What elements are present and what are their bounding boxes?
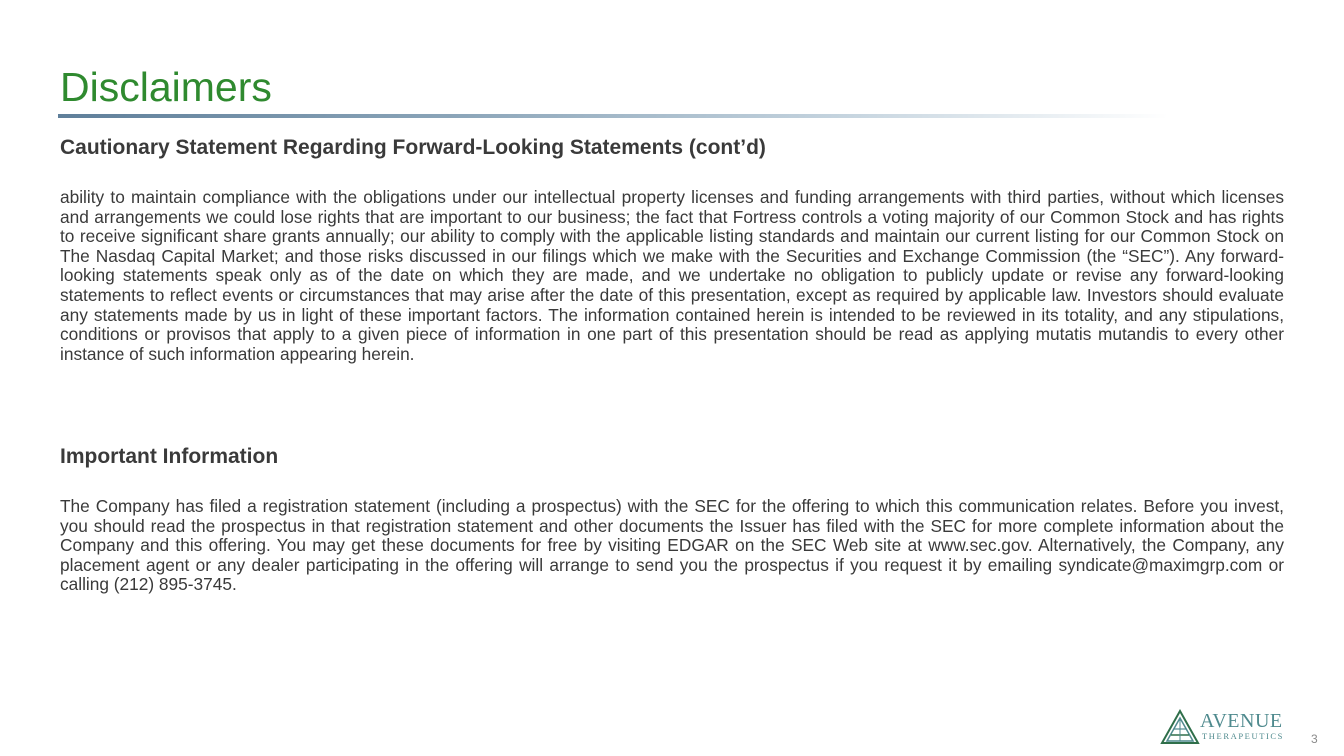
page-number: 3 [1311, 732, 1318, 746]
logo-tagline: THERAPEUTICS [1202, 731, 1285, 741]
triangle-logo-icon [1160, 709, 1200, 745]
section-heading-important-information: Important Information [60, 445, 279, 468]
logo-wordmark: AVENUE [1200, 710, 1283, 732]
section-body-forward-looking: ability to maintain compliance with the obligations under our intellectual property licenses and funding arrangements with third parties, without which licenses and arrangements we could lose rights that are important to our business; the fact that Fortress controls a voting majority of our Common Stock and has rights to receive significant share grants annually; our ability to comply with the applicable listing standards and maintain our current listing for our Common Stock on The Nasdaq Capital Market; and those risks discussed in our filings which we make with the Securities and Exchange Commission (the “SEC”). Any forward-looking statements speak only as of the date on which they are made, and we undertake no obligation to publicly update or revise any forward-looking statements to reflect events or circumstances that may arise after the date of this presentation, except as required by applicable law. Investors should evaluate any statements made by us in light of these important factors. The information contained herein is intended to be reviewed in its totality, and any stipulations, conditions or provisos that apply to a given piece of information in one part of this presentation should be read as applying mutatis mutandis to every other instance of such information appearing herein. [60, 187, 1284, 364]
page-title: Disclaimers [60, 64, 272, 110]
section-body-important-information: The Company has filed a registration statement (including a prospectus) with the SEC for the offering to which this communication relates. Before you invest, you should read the prospectus in that registration statement and other documents the Issuer has filed with the SEC for more complete information about the Company and this offering. You may get these documents for free by visiting EDGAR on the SEC Web site at www.sec.gov. Alternatively, the Company, any placement agent or any dealer participating in the offering will arrange to send you the prospectus if you request it by emailing syndicate@maximgrp.com or calling (212) 895-3745. [60, 496, 1284, 595]
section-heading-forward-looking: Cautionary Statement Regarding Forward-Looking Statements (cont’d) [60, 136, 766, 159]
company-logo [1160, 709, 1290, 745]
title-divider [58, 114, 1168, 118]
